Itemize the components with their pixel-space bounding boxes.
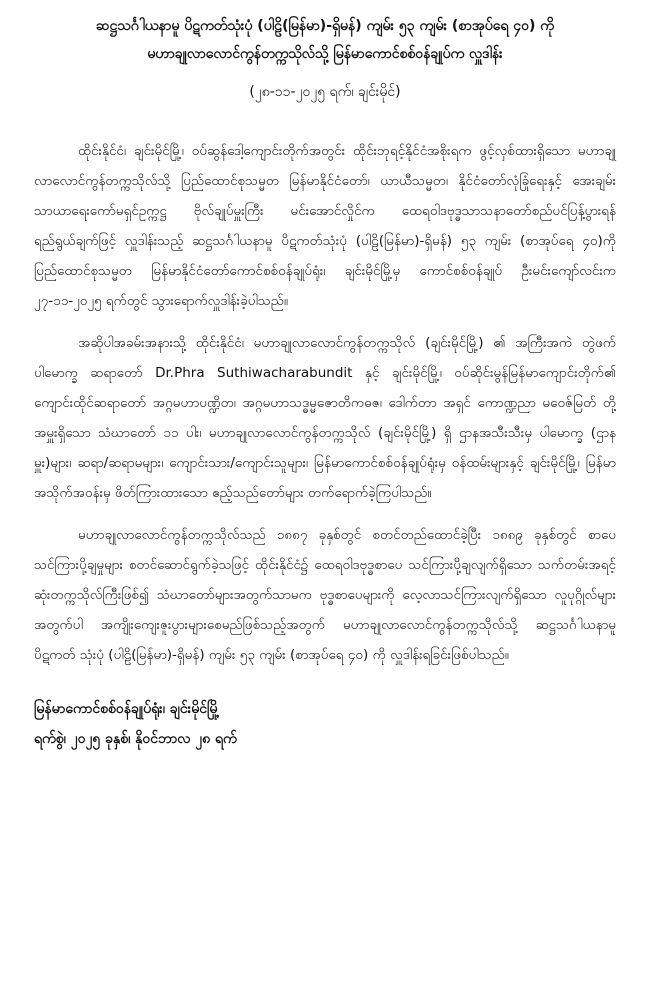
paragraph-3: မဟာချုလာလောင်ကွန်တက္ကသိုလ်သည် ၁၈၈၇ ခုနှစ်တွင် စတင်တည်ထောင်ခဲ့ပြီး ၁၈၈၉ ခုနှစ်တွင် စာပေသင်ကြားပို့ချမှုများ စတင်ဆောင်ရွက်ခဲ့သဖြင့် ထိုင်းနိုင်ငံ၌ ထေရဝါဒဗုဒ္ဓစာပေ သင်ကြားပို့ချလျက်ရှိသော သက်တမ်းအရင့်ဆုံးတက္ကသိုလ်ကြီးဖြစ်၍ သံဃာတော်များအတွက်သာမက ဗုဒ္ဓစာပေများကို လေ့လာသင်ကြားလျက်ရှိသော လူပုဂ္ဂိုလ်များအတွက်ပါ အကျိုးကျေးဇူးပွားများစေမည်ဖြစ်သည့်အတွက် မဟာချုလာလောင်ကွန်တက္ကသိုလ်သို့ ဆဋ္ဌသင်္ဂါယနာမူ ပိဋကတ် သုံးပုံ (ပါဠိ(မြန်မာ)-ရှိမန်) ကျမ်း ၅၃ ကျမ်း (စာအုပ်ရေ ၄၀) ကို လှူဒါန်းရခြင်းဖြစ်ပါသည်။ bbox=[34, 527, 616, 663]
signature-date: ရက်စွဲ၊ ၂၀၂၅ ခုနှစ်၊ နိုဝင်ဘာလ ၂၈ ရက် bbox=[34, 731, 237, 747]
date-location-line: (၂၈-၁၁-၂၀၂၅ ရက်၊ ချင်းမိုင်) bbox=[249, 84, 401, 100]
title-line-2: မဟာချုလာလောင်ကွန်တက္ကသိုလ်သို့ မြန်မာကောင်စစ်ဝန်ချုပ်က လှူဒါန်း bbox=[147, 46, 503, 62]
signature-office: မြန်မာကောင်စစ်ဝန်ချုပ်ရုံး၊ ချင်းမိုင်မြို့ bbox=[34, 701, 220, 717]
document-title bbox=[34, 12, 616, 68]
signature-block bbox=[34, 694, 616, 754]
paragraph-2: အဆိုပါအခမ်းအနားသို့ ထိုင်းနိုင်ငံ၊ မဟာချုလာလောင်ကွန်တက္ကသိုလ် (ချင်းမိုင်မြို့) ၏ အကြီးအကဲ တွဲဖက်ပါမောက္ခ ဆရာတော် Dr.Phra Suthiwacharabundit နှင့် ချင်းမိုင်မြို့၊ ဝပ်ဆိုင်းမွန်မြန်မာကျောင်းတိုက်၏ ကျောင်းထိုင်ဆရာတော် အဂ္ဂမဟာပဏ္ဍိတ၊ အဂ္ဂမဟာသဒ္ဓမ္မဇောတိကဓဇ၊ ဒေါက်တာ အရှင် ကောဏ္ဍညာ မဝေဇ်မြတ် တို့အမှူးရှိသော သံဃာတော် ၁၁ ပါး၊ မဟာချုလာလောင်ကွန်တက္ကသိုလ် (ချင်းမိုင်မြို့) ရှိ ဌာနအသီးသီးမှ ပါမောက္ခ (ဌာနမှူး)များ၊ ဆရာ/ဆရာမများ၊ ကျောင်းသား/ကျောင်းသူများ၊ မြန်မာကောင်စစ်ဝန်ချုပ်ရုံးမှ ဝန်ထမ်းများနှင့် ချင်းမိုင်မြို့၊ မြန်မာအသိုက်အဝန်းမှ ဖိတ်ကြားထားသော ဧည့်သည်တော်များ တက်ရောက်ခဲ့ကြပါသည်။ bbox=[34, 335, 616, 501]
title-line-1: ဆဋ္ဌသင်္ဂါယနာမူ ပိဋကတ်သုံးပုံ (ပါဠိ(မြန်မာ)-ရှိမန်) ကျမ်း ၅၃ ကျမ်း (စာအုပ်ရေ ၄၀) ကို bbox=[96, 18, 554, 34]
paragraph-1: ထိုင်းနိုင်ငံ၊ ချင်းမိုင်မြို့၊ ဝပ်ဆွန်ဒေါ့ကျောင်းတိုက်အတွင်း ထိုင်းဘုရင့်နိုင်ငံအစိုးရက ဖွင့်လှစ်ထားရှိသော မဟာချုလာလောင်ကွန်တက္ကသိုလ်သို့ ပြည်ထောင်စုသမ္မတ မြန်မာနိုင်ငံတော်၊ ယာယီသမ္မတ၊ နိုင်ငံတော်လုံခြုံရေးနှင့် အေးချမ်းသာယာရေးကော်မရှင်ဥက္ကဋ္ဌ ဗိုလ်ချုပ်မှူးကြီး မင်းအောင်လှိုင်က ထေရဝါဒဗုဒ္ဓသာသနာတော်စည်ပင်ပြန့်ပွားရန် ရည်ရွယ်ချက်ဖြင့် လှူဒါန်းသည့် ဆဋ္ဌသင်္ဂါယနာမူ ပိဋကတ်သုံးပုံ (ပါဠိ(မြန်မာ)-ရှိမန်) ၅၃ ကျမ်း (စာအုပ်ရေ ၄၀)ကို ပြည်ထောင်စုသမ္မတ မြန်မာနိုင်ငံတော်ကောင်စစ်ဝန်ချုပ်ရုံး၊ ချင်းမိုင်မြို့မှ ကောင်စစ်ဝန်ချုပ် ဦးမင်းကျော်လင်းက ၂၇-၁၁-၂၀၂၅ ရက်တွင် သွားရောက်လှူဒါန်းခဲ့ပါသည်။ bbox=[34, 143, 616, 309]
